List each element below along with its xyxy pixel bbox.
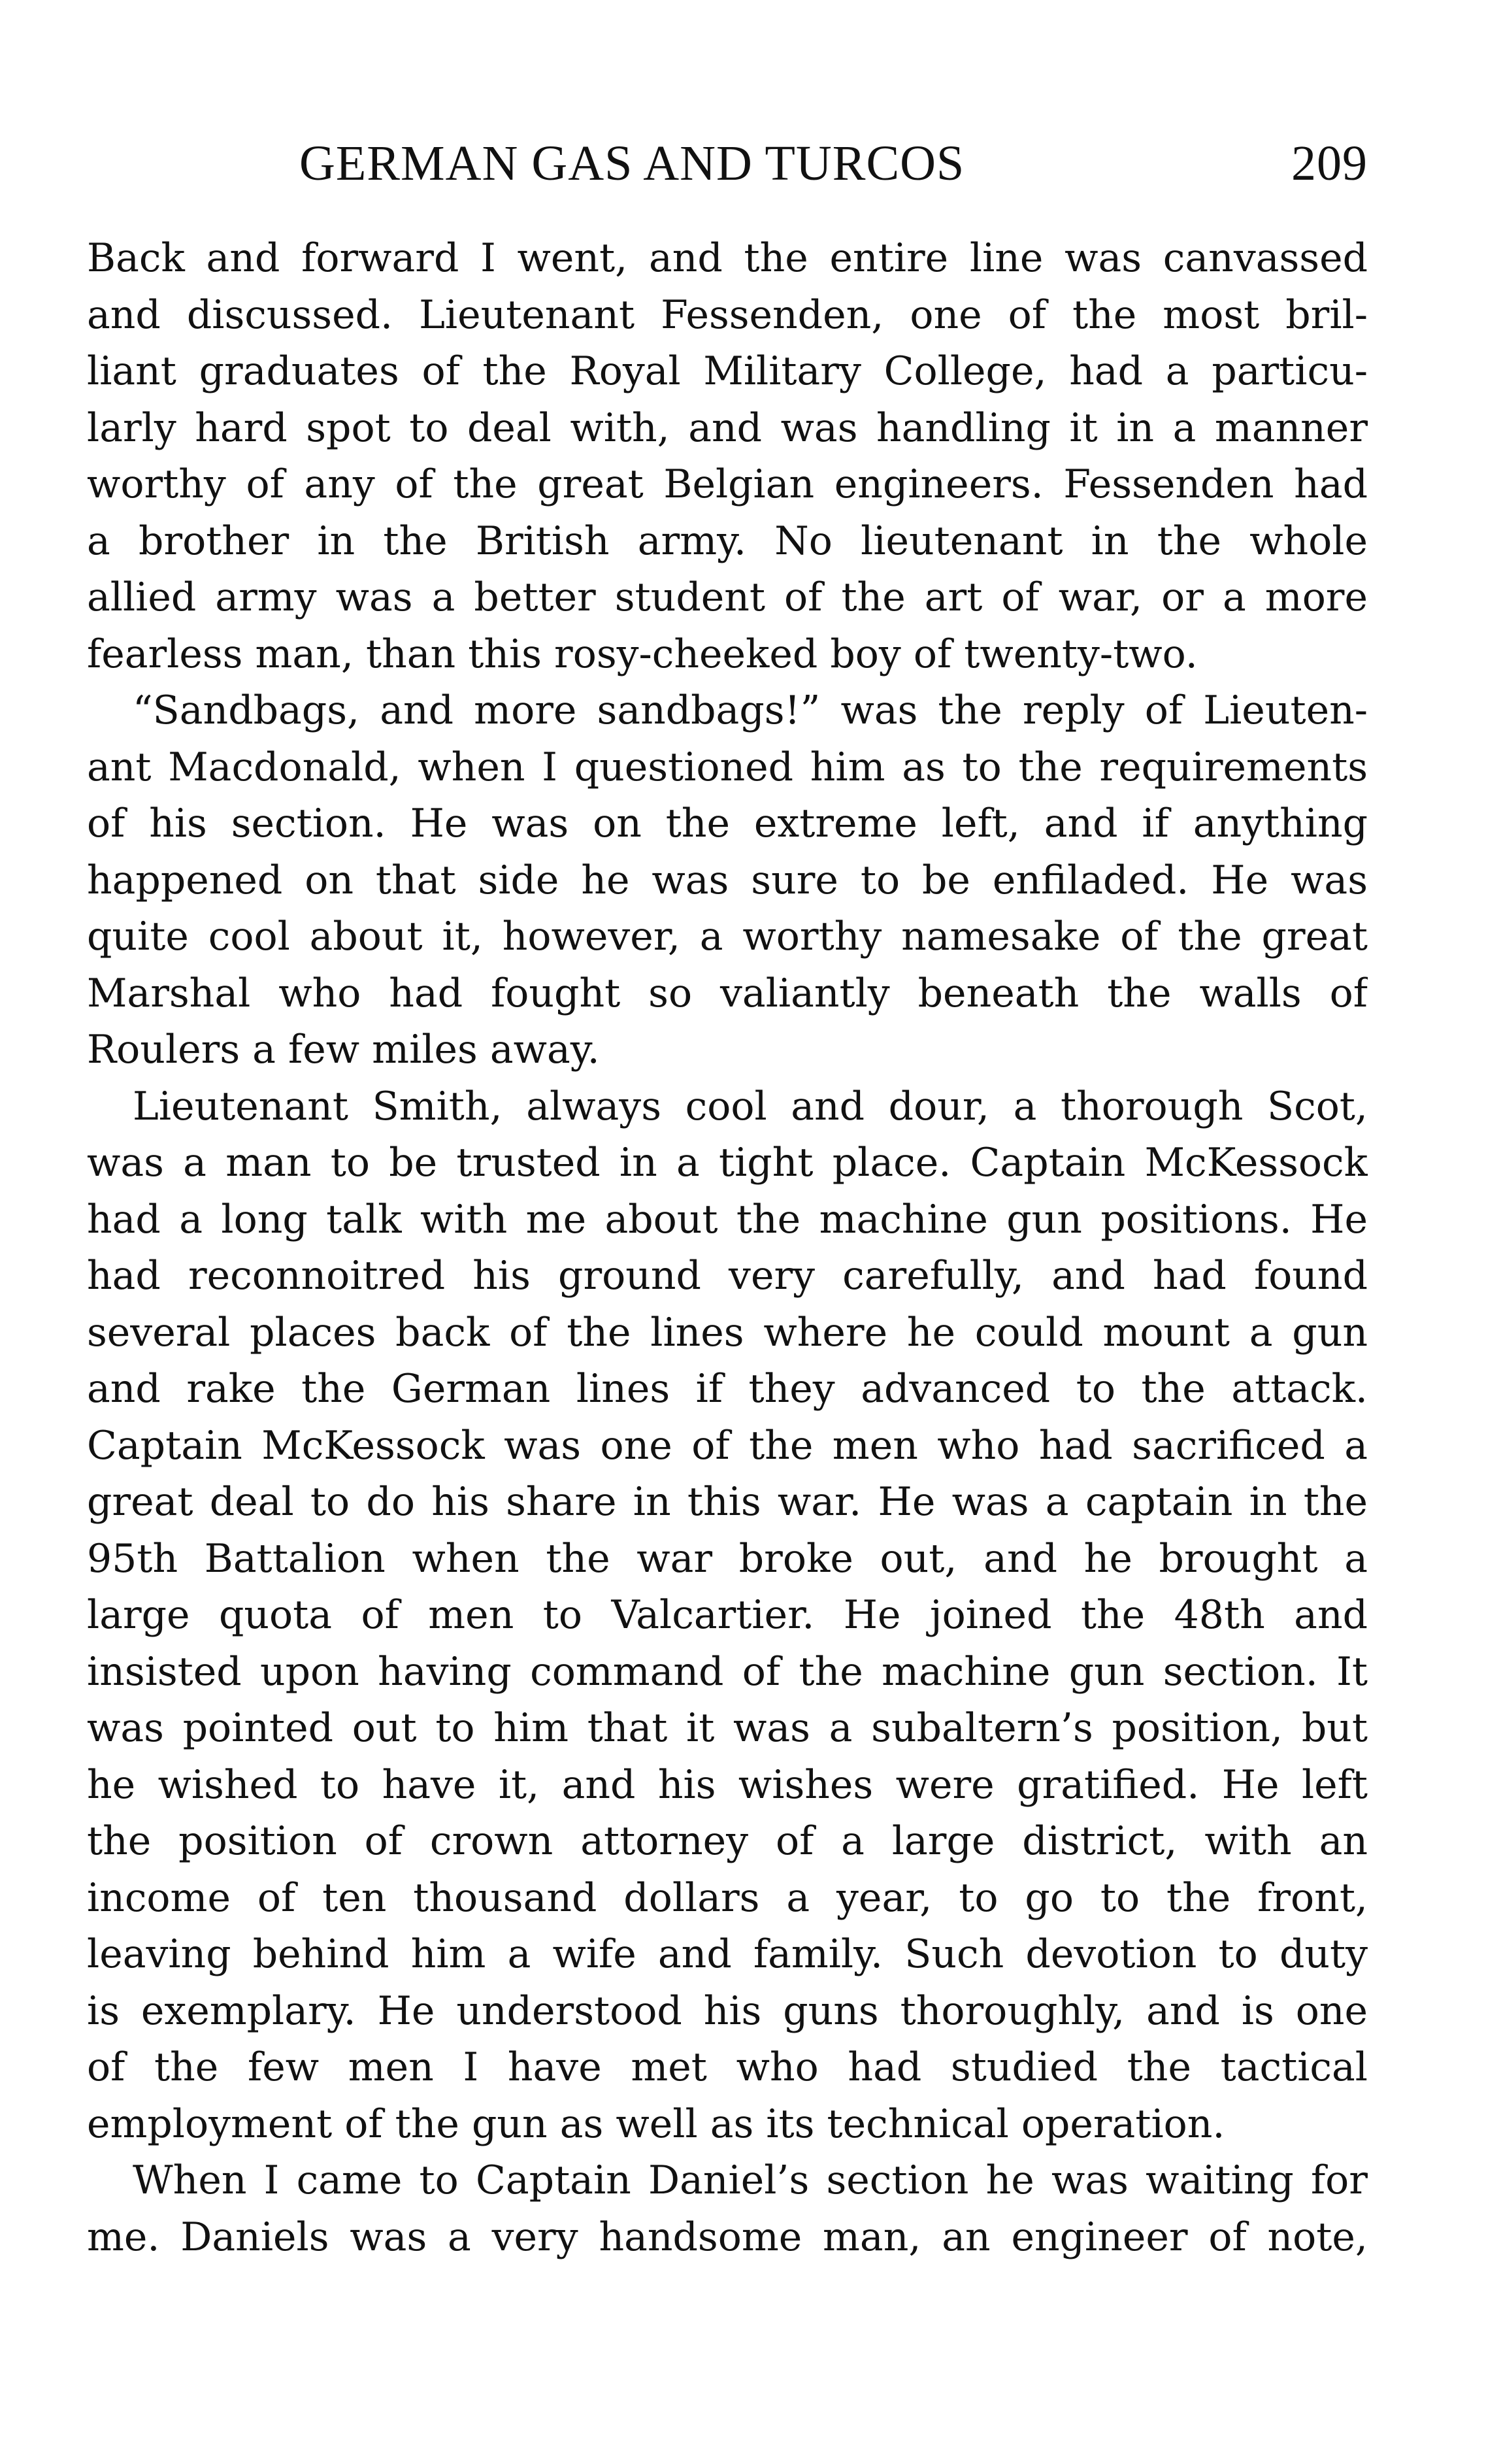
text-line: employment of the gun as well as its technical operation. [87, 2101, 1225, 2147]
text-line: Lieutenant Smith, always cool and dour, a thorough Scot, [133, 1083, 1368, 1129]
text-line: great deal to do his share in this war. He was a captain in the [87, 1479, 1368, 1525]
text-line: insisted upon having command of the machine gun section. It [87, 1648, 1368, 1695]
book-page [87, 131, 1368, 2265]
text-line: had a long talk with me about the machine gun positions. He [87, 1196, 1368, 1242]
text-line: Roulers a few miles away. [87, 1027, 600, 1073]
text-line: had reconnoitred his ground very carefully, and had found [87, 1253, 1368, 1299]
paragraph [87, 682, 1368, 1078]
text-line: fearless man, than this rosy-cheeked boy of twenty-two. [87, 631, 1198, 677]
text-line: of his section. He was on the extreme left, and if anything [87, 801, 1368, 846]
paragraph [87, 1078, 1368, 2153]
running-title: GERMAN GAS AND TURCOS [299, 136, 965, 191]
text-line: several places back of the lines where he could mount a gun [87, 1309, 1368, 1356]
text-line: leaving behind him a wife and family. Such devotion to duty [87, 1931, 1368, 1977]
page-number: 209 [1291, 136, 1368, 191]
text-line: a brother in the British army. No lieutenant in the whole [87, 518, 1368, 564]
running-header [87, 131, 1368, 196]
text-line: the position of crown attorney of a large district, with an [87, 1818, 1368, 1864]
text-line: liant graduates of the Royal Military College, had a particu- [87, 348, 1368, 394]
text-line: income of ten thousand dollars a year, to go to the front, [87, 1874, 1368, 1921]
text-line: Marshal who had fought so valiantly beneath the walls of [87, 970, 1368, 1016]
text-line: 95th Battalion when the war broke out, and he brought a [87, 1535, 1368, 1582]
text-line: and discussed. Lieutenant Fessenden, one of the most bril- [87, 291, 1368, 338]
text-line: happened on that side he was sure to be enfiladed. He was [87, 857, 1368, 903]
text-line: larly hard spot to deal with, and was handling it in a manner [87, 405, 1368, 451]
text-line: ant Macdonald, when I questioned him as to the requirements [87, 744, 1368, 790]
paragraph [87, 230, 1368, 682]
paragraph [87, 2152, 1368, 2265]
text-line: When I came to Captain Daniel’s section he was waiting for [133, 2157, 1368, 2203]
text-line: and rake the German lines if they advanced to the attack. [87, 1366, 1368, 1412]
text-line: “Sandbags, and more sandbags!” was the reply of Lieuten- [133, 688, 1368, 733]
text-line: he wished to have it, and his wishes were gratified. He left [87, 1761, 1368, 1808]
body-text [87, 230, 1368, 2265]
text-line: was pointed out to him that it was a subaltern’s position, but [87, 1705, 1368, 1751]
text-line: Back and forward I went, and the entire line was canvassed [87, 235, 1368, 281]
text-line: is exemplary. He understood his guns thoroughly, and is one [87, 1988, 1368, 2034]
text-line: Captain McKessock was one of the men who had sacrificed a [87, 1422, 1368, 1469]
text-line: worthy of any of the great Belgian engineers. Fessenden had [87, 461, 1368, 507]
text-line: allied army was a better student of the art of war, or a more [87, 574, 1368, 620]
text-line: of the few men I have met who had studied the tactical [87, 2044, 1368, 2090]
text-line: me. Daniels was a very handsome man, an engineer of note, [87, 2214, 1368, 2260]
text-line: large quota of men to Valcartier. He joined the 48th and [87, 1592, 1368, 1638]
text-line: was a man to be trusted in a tight place. Captain McKessock [87, 1140, 1368, 1186]
text-line: quite cool about it, however, a worthy namesake of the great [87, 914, 1368, 959]
